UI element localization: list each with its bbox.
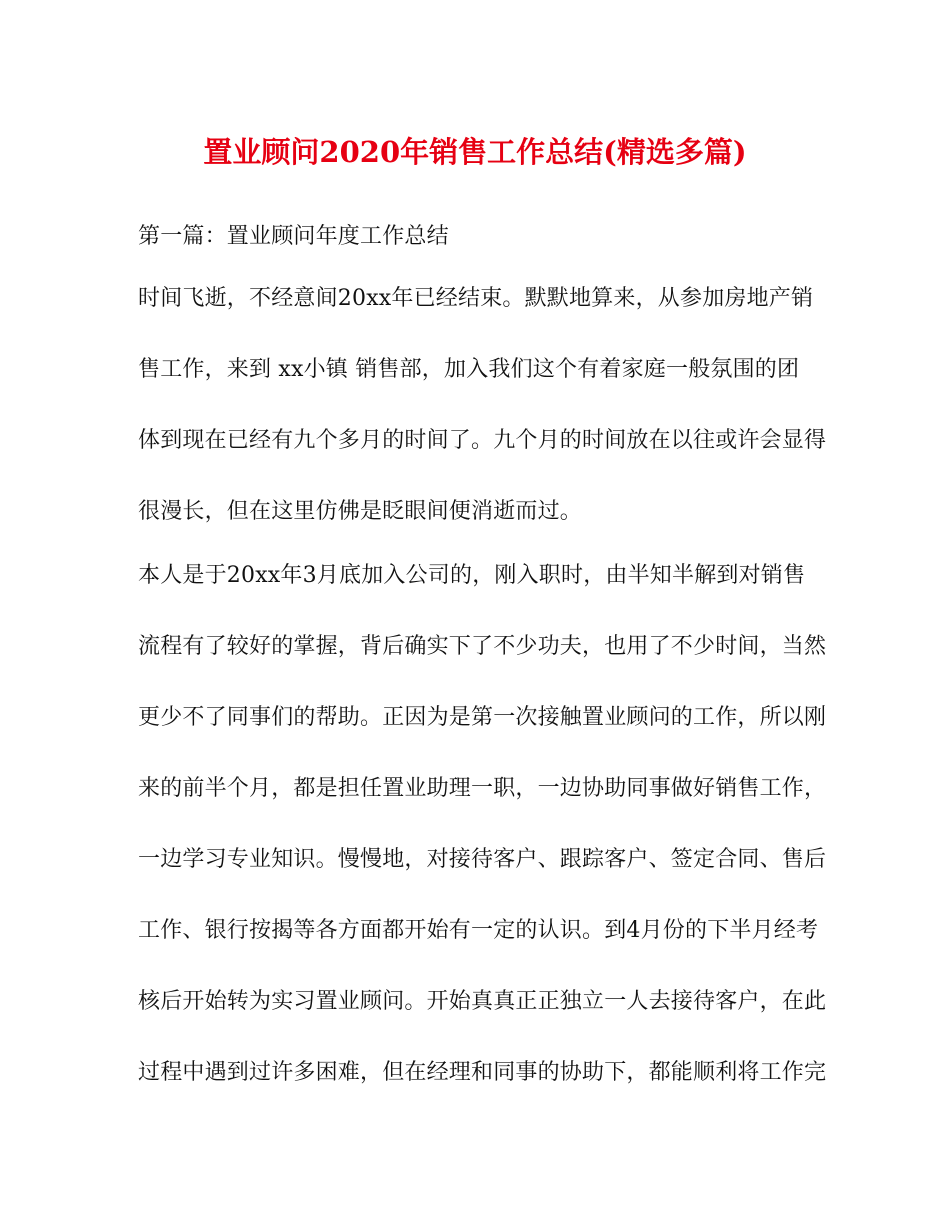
paragraph-line: 来的前半个月，都是担任置业助理一职，一边协助同事做好销售工作，	[138, 776, 827, 801]
paragraph-line: 本人是于20xx年3月底加入公司的，刚入职时，由半知半解到对销售	[138, 563, 806, 588]
paragraph-line: 过程中遇到过许多困难，但在经理和同事的协助下，都能顺利将工作完	[138, 1060, 827, 1085]
paragraph-line: 核后开始转为实习置业顾问。开始真真正正独立一人去接待客户，在此	[138, 989, 827, 1014]
paragraph-line: 时间飞逝，不经意间20xx年已经结束。默默地算来，从参加房地产销	[138, 286, 814, 311]
paragraph-line: 很漫长，但在这里仿佛是眨眼间便消逝而过。	[138, 499, 583, 524]
paragraph-line: 更少不了同事们的帮助。正因为是第一次接触置业顾问的工作，所以刚	[138, 705, 827, 730]
document-title: 置业顾问2020年销售工作总结(精选多篇)	[203, 135, 747, 169]
section-heading: 第一篇：置业顾问年度工作总结	[138, 224, 449, 249]
paragraph-line: 一边学习专业知识。慢慢地，对接待客户、跟踪客户、签定合同、售后	[138, 847, 827, 872]
paragraph-line: 售工作，来到 xx小镇 销售部，加入我们这个有着家庭一般氛围的团	[138, 357, 800, 382]
paragraph-line: 工作、银行按揭等各方面都开始有一定的认识。到4月份的下半月经考	[138, 918, 819, 943]
paragraph-line: 流程有了较好的掌握，背后确实下了不少功夫，也用了不少时间，当然	[138, 634, 827, 659]
paragraph-line: 体到现在已经有九个多月的时间了。九个月的时间放在以往或许会显得	[138, 428, 827, 453]
